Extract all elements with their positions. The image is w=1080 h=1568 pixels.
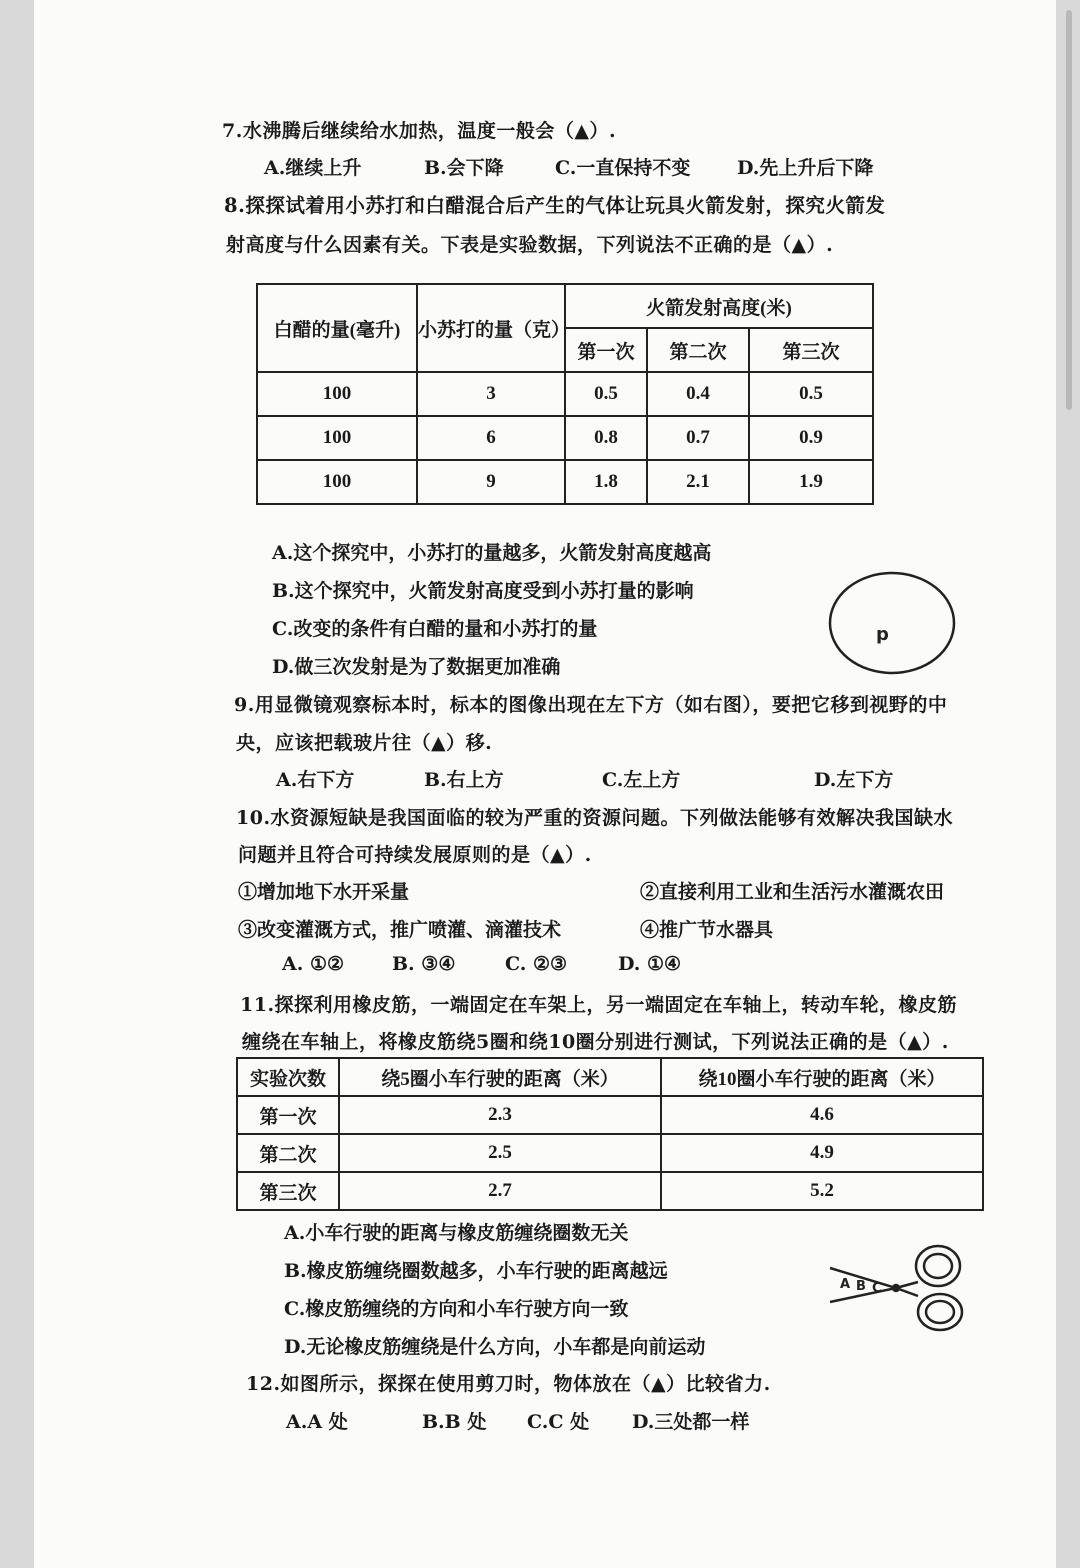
q7-option-b: B.会下降 [424,157,504,179]
table-header-row [237,1058,983,1096]
table-row [237,1134,983,1172]
q8-header-vinegar: 白醋的量(毫升) [257,284,417,372]
q12-option-b: B.B 处 [422,1411,487,1433]
scissors-label-a: A [840,1277,851,1292]
table-cell: 100 [257,460,417,504]
scissors-label-c: C [872,1281,882,1296]
q11-table [236,1057,984,1211]
table-row [257,460,873,504]
q11-option-d: D.无论橡皮筋缠绕是什么方向，小车都是向前运动 [284,1336,706,1358]
q9-option-a: A.右下方 [276,769,355,791]
table-cell: 第一次 [237,1096,339,1134]
q10-item-4: ④推广节水器具 [640,919,774,941]
q11-stem-line1: 11.探探利用橡皮筋，一端固定在车架上，另一端固定在车轴上，转动车轮，橡皮筋 [240,994,958,1016]
q9-option-c: C.左上方 [602,769,681,791]
q10-option-a: A. ①② [282,953,345,975]
scrollbar[interactable] [1066,10,1072,410]
table-cell: 2.7 [339,1172,661,1210]
q12-stem: 12.如图所示，探探在使用剪刀时，物体放在（▲）比较省力. [246,1373,771,1395]
table-cell: 4.6 [661,1096,983,1134]
scissors-label-b: B [856,1279,866,1294]
table-cell: 9 [417,460,565,504]
q8-option-b: B.这个探究中，火箭发射高度受到小苏打量的影响 [272,580,694,602]
q12-option-a: A.A 处 [286,1411,348,1433]
table-cell: 100 [257,372,417,416]
q8-header-trial-3: 第三次 [749,328,873,372]
q8-stem-line2: 射高度与什么因素有关。下表是实验数据，下列说法不正确的是（▲）. [226,234,834,256]
table-row [237,1096,983,1134]
q10-item-3: ③改变灌溉方式，推广喷灌、滴灌技术 [238,919,562,941]
microscope-field-figure [826,570,958,676]
q9-option-b: B.右上方 [424,769,504,791]
table-cell: 第三次 [237,1172,339,1210]
q11-stem-line2: 缠绕在车轴上，将橡皮筋绕5圈和绕10圈分别进行测试，下列说法正确的是（▲）. [242,1031,949,1053]
q10-stem-line1: 10.水资源短缺是我国面临的较为严重的资源问题。下列做法能够有效解决我国缺水 [236,807,954,829]
table-cell: 第二次 [237,1134,339,1172]
q9-option-d: D.左下方 [814,769,894,791]
table-cell: 0.5 [749,372,873,416]
q10-option-d: D. ①④ [618,953,682,975]
table-cell: 4.9 [661,1134,983,1172]
table-row [257,416,873,460]
q11-header-5-turns: 绕5圈小车行驶的距离（米） [339,1058,661,1096]
q8-table [256,283,874,505]
table-cell: 2.1 [647,460,749,504]
q9-stem-line2: 央，应该把载玻片往（▲）移. [236,732,493,754]
q8-header-soda: 小苏打的量（克） [417,284,565,372]
q12-option-d: D.三处都一样 [632,1411,750,1433]
q10-option-c: C. ②③ [505,953,568,975]
table-cell: 0.4 [647,372,749,416]
table-cell: 0.8 [565,416,647,460]
table-cell: 2.3 [339,1096,661,1134]
table-cell: 0.7 [647,416,749,460]
q11-option-b: B.橡皮筋缠绕圈数越多，小车行驶的距离越远 [284,1260,668,1282]
q11-header-10-turns: 绕10圈小车行驶的距离（米） [661,1058,983,1096]
q7-option-a: A.继续上升 [264,157,362,179]
scissors-figure [826,1238,970,1334]
table-cell: 3 [417,372,565,416]
q11-option-c: C.橡皮筋缠绕的方向和小车行驶方向一致 [284,1298,629,1320]
table-cell: 5.2 [661,1172,983,1210]
table-cell: 1.8 [565,460,647,504]
q10-item-2: ②直接利用工业和生活污水灌溉农田 [640,881,945,903]
table-cell: 1.9 [749,460,873,504]
q8-header-trial-1: 第一次 [565,328,647,372]
q9-stem-line1: 9.用显微镜观察标本时，标本的图像出现在左下方（如右图），要把它移到视野的中 [234,694,948,716]
table-row [257,372,873,416]
table-cell: 6 [417,416,565,460]
field-circle [830,573,954,673]
q7-stem: 7.水沸腾后继续给水加热，温度一般会（▲）. [222,120,617,142]
table-cell: 0.9 [749,416,873,460]
table-row [237,1172,983,1210]
table-cell: 100 [257,416,417,460]
q11-header-trial: 实验次数 [237,1058,339,1096]
q11-option-a: A.小车行驶的距离与橡皮筋缠绕圈数无关 [284,1222,629,1244]
q7-option-c: C.一直保持不变 [555,157,691,179]
q8-header-trial-2: 第二次 [647,328,749,372]
q12-option-c: C.C 处 [527,1411,590,1433]
q8-option-d: D.做三次发射是为了数据更加准确 [272,656,561,678]
q8-option-c: C.改变的条件有白醋的量和小苏打的量 [272,618,598,640]
q8-stem-line1: 8.探探试着用小苏打和白醋混合后产生的气体让玩具火箭发射，探究火箭发 [224,194,886,217]
q10-item-1: ①增加地下水开采量 [238,881,410,903]
q8-option-a: A.这个探究中，小苏打的量越多，火箭发射高度越高 [272,542,712,564]
q10-option-b: B. ③④ [392,953,456,975]
table-cell: 0.5 [565,372,647,416]
q7-option-d: D.先上升后下降 [737,157,874,179]
q10-stem-line2: 问题并且符合可持续发展原则的是（▲）. [238,844,592,866]
table-cell: 2.5 [339,1134,661,1172]
specimen-letter: p [876,624,889,645]
q8-header-height: 火箭发射高度(米) [565,284,873,328]
